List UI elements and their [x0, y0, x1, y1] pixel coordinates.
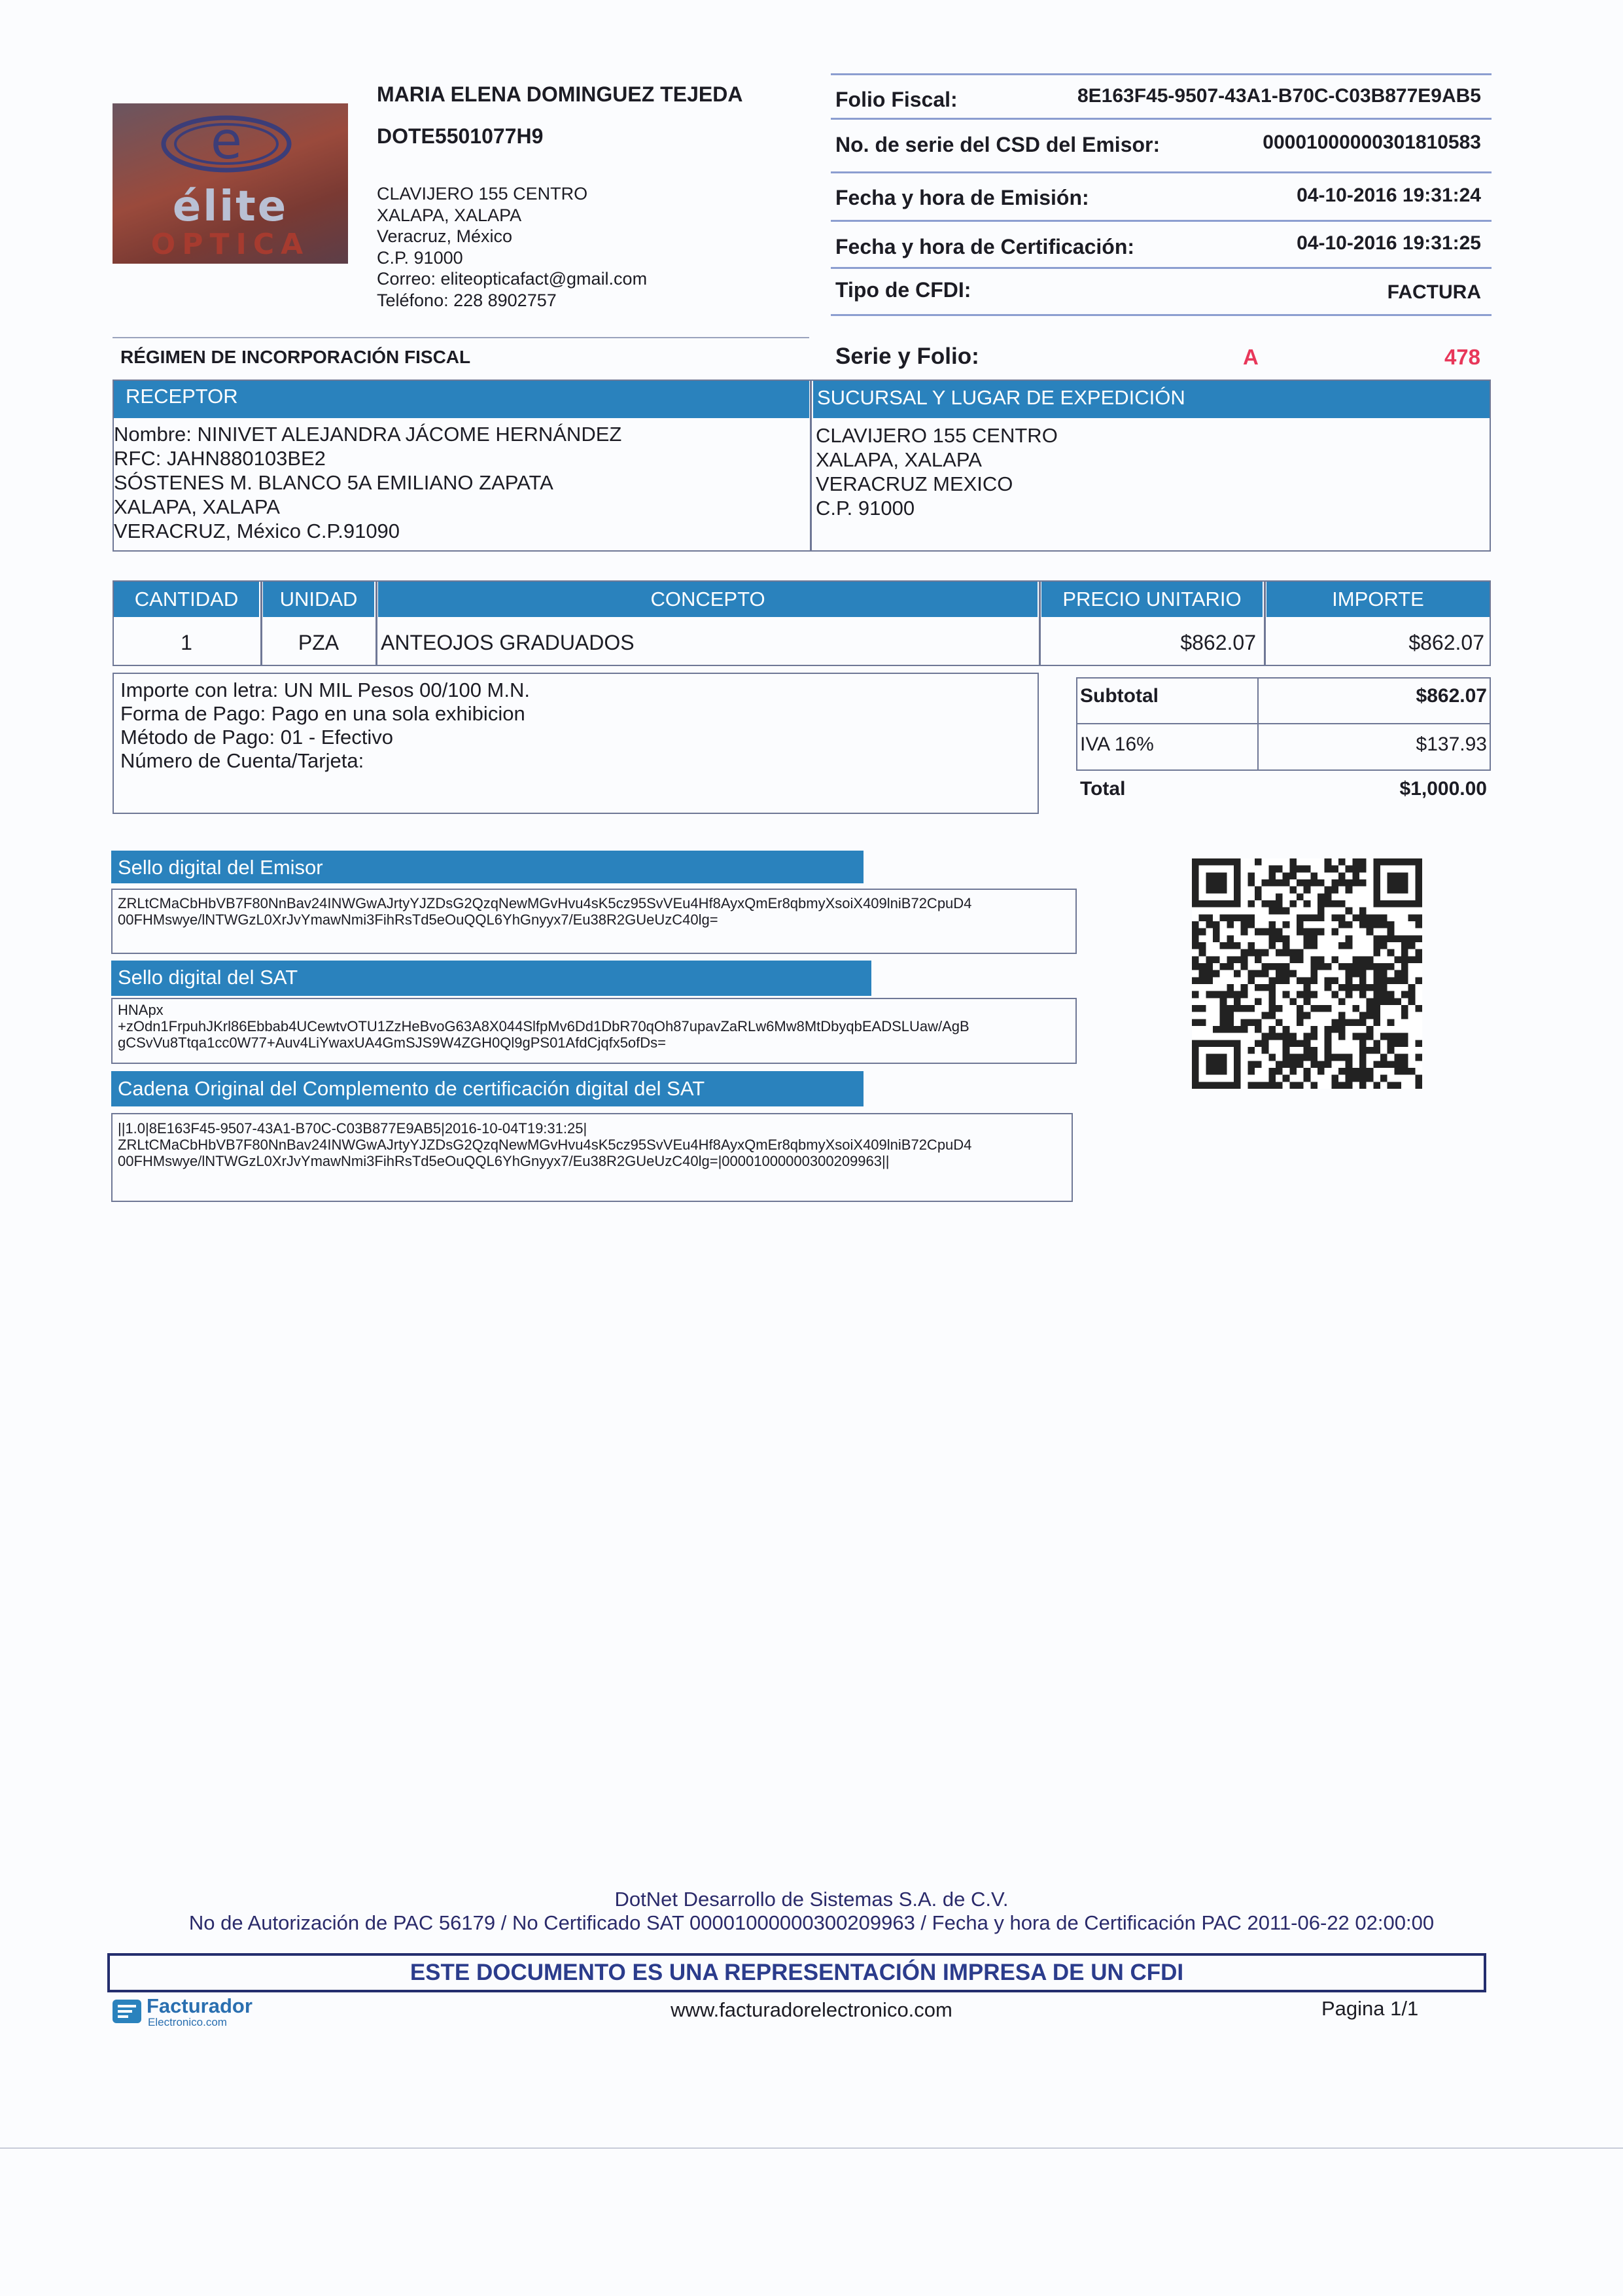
numero-de-cuenta: Número de Cuenta/Tarjeta: — [120, 749, 364, 772]
page-number: Pagina 1/1 — [1321, 1997, 1419, 2020]
divider — [1076, 723, 1491, 724]
divider — [831, 73, 1492, 75]
sucursal-state: VERACRUZ MEXICO — [816, 472, 1013, 495]
total-label: Total — [1080, 778, 1126, 800]
sello-emisor-header: Sello digital del Emisor — [111, 851, 864, 883]
cell-precio-unitario: $862.07 — [1180, 630, 1256, 654]
cadena-line: ||1.0|8E163F45-9507-43A1-B70C-C03B877E9AB5|2016-10-04T19:31:25| — [118, 1120, 587, 1137]
forma-de-pago: Forma de Pago: Pago en una sola exhibicion — [120, 702, 525, 725]
cadena-line: ZRLtCMaCbHbVB7F80NnBav24INWGwAJrtyYJZDsG2QzqNewMGvHvu4sK5cz95SvVEu4Hf8AyxQmEr8qbmyXsoiX409lniB72CpuD4 — [118, 1137, 972, 1153]
issuer-name: MARIA ELENA DOMINGUEZ TEJEDA — [377, 82, 743, 106]
cadena-line: 00FHMswye/lNTWGzL0XrJvYmawNmi3FihRsTd5eOuQQL6YhGnyyx7/Eu38R2GUeUzC40lg=|00001000000300209963|| — [118, 1153, 890, 1169]
issuer-email: Correo: eliteopticafact@gmail.com — [377, 269, 648, 289]
sucursal-zip: C.P. 91000 — [816, 497, 915, 520]
address-line: XALAPA, XALAPA — [377, 205, 522, 225]
issuer-phone: Teléfono: 228 8902757 — [377, 290, 557, 310]
certificacion-label: Fecha y hora de Certificación: — [835, 235, 1135, 258]
cadena-original-text — [118, 1120, 1066, 1169]
qr-code-icon — [1192, 858, 1422, 1089]
divider — [810, 381, 812, 550]
sucursal-city: XALAPA, XALAPA — [816, 448, 982, 471]
divider — [831, 267, 1492, 269]
cfdi-banner — [107, 1953, 1486, 1992]
receptor-details — [114, 422, 621, 543]
address-line: C.P. 91000 — [377, 247, 463, 268]
sello-sat-header: Sello digital del SAT — [111, 961, 871, 996]
sucursal-header: SUCURSAL Y LUGAR DE EXPEDICIÓN — [813, 381, 1490, 418]
csd-label: No. de serie del CSD del Emisor: — [835, 133, 1161, 156]
column-header-importe: IMPORTE — [1266, 582, 1490, 617]
certificacion-value: 04-10-2016 19:31:25 — [1297, 232, 1481, 254]
issuer-address — [377, 183, 647, 311]
receptor-state: VERACRUZ, México C.P.91090 — [114, 520, 400, 542]
website-link[interactable]: www.facturadorelectronico.com — [671, 1998, 952, 2021]
folio-fiscal-value: 8E163F45-9507-43A1-B70C-C03B877E9AB5 — [1077, 85, 1481, 107]
sucursal-street: CLAVIJERO 155 CENTRO — [816, 424, 1058, 447]
divider — [260, 580, 262, 666]
cadena-original-header: Cadena Original del Complemento de certificación digital del SAT — [111, 1071, 864, 1106]
address-line: CLAVIJERO 155 CENTRO — [377, 184, 588, 203]
column-header-concepto: CONCEPTO — [378, 582, 1038, 617]
divider — [831, 314, 1492, 316]
divider — [831, 171, 1492, 173]
receptor-header: RECEPTOR — [114, 381, 809, 418]
cell-unidad: PZA — [298, 630, 340, 654]
elite-optica-logo — [113, 103, 348, 264]
sello-line: ZRLtCMaCbHbVB7F80NnBav24INWGwAJrtyYJZDsG2QzqNewMGvHvu4sK5cz95SvVEu4Hf8AyxQmEr8qbmyXsoiX409lniB72CpuD4 — [118, 895, 972, 911]
total-value: $1,000.00 — [1399, 778, 1487, 800]
issuer-rfc: DOTE5501077H9 — [377, 124, 544, 148]
subtotal-label: Subtotal — [1080, 685, 1159, 707]
emision-label: Fecha y hora de Emisión: — [835, 186, 1089, 209]
cfdi-banner-text: ESTE DOCUMENTO ES UNA REPRESENTACIÓN IMPRESA DE UN CFDI — [410, 1960, 1184, 1985]
sello-sat-text — [118, 1002, 1073, 1051]
receptor-city: XALAPA, XALAPA — [114, 495, 280, 518]
divider — [1264, 580, 1266, 666]
sello-line: +zOdn1FrpuhJKrl86Ebbab4UCewtvOTU1ZzHeBvoG63A8X044SlfpMv6Dd1DbR70qOh87upavZaRLw6Mw8MtDbyqbEADSLUaw/AgB — [118, 1018, 969, 1034]
receptor-street: SÓSTENES M. BLANCO 5A EMILIANO ZAPATA — [114, 471, 553, 494]
sello-line: gCSvVu8Ttqa1cc0W77+Auv4LiYwaxUA4GmSJS9W4ZGH0Ql9gPS01AfdCjqfx5ofDs= — [118, 1034, 667, 1051]
regimen-fiscal: RÉGIMEN DE INCORPORACIÓN FISCAL — [120, 347, 471, 367]
facturador-brand-sub: Electronico.com — [148, 2016, 227, 2028]
cell-cantidad: 1 — [181, 630, 192, 654]
subtotal-value: $862.07 — [1416, 685, 1487, 707]
receptor-rfc: RFC: JAHN880103BE2 — [114, 447, 326, 470]
column-header-cantidad: CANTIDAD — [114, 582, 259, 617]
cell-importe: $862.07 — [1408, 630, 1484, 654]
sello-line: HNApx — [118, 1002, 164, 1018]
csd-value: 00001000000301810583 — [1263, 132, 1481, 153]
page-edge-line — [0, 2147, 1623, 2149]
divider — [831, 220, 1492, 222]
pac-company: DotNet Desarrollo de Sistemas S.A. de C.V. — [614, 1888, 1009, 1911]
iva-value: $137.93 — [1416, 733, 1487, 755]
logo-emblem-icon — [161, 113, 292, 175]
emision-value: 04-10-2016 19:31:24 — [1297, 185, 1481, 206]
divider — [113, 337, 809, 338]
cell-concepto: ANTEOJOS GRADUADOS — [381, 630, 635, 654]
column-header-precio-unitario: PRECIO UNITARIO — [1041, 582, 1263, 617]
iva-label: IVA 16% — [1080, 733, 1154, 755]
sello-line: 00FHMswye/lNTWGzL0XrJvYmawNmi3FihRsTd5eOuQQL6YhGnyyx7/Eu38R2GUeUzC40lg= — [118, 911, 718, 928]
serie-value: A — [1243, 345, 1259, 369]
address-line: Veracruz, México — [377, 226, 513, 246]
tipo-cfdi-label: Tipo de CFDI: — [835, 278, 971, 302]
sucursal-details — [816, 423, 1058, 520]
folio-value: 478 — [1444, 345, 1480, 369]
divider — [831, 118, 1492, 120]
facturador-brand: Facturador — [147, 1994, 253, 2017]
column-header-unidad: UNIDAD — [263, 582, 374, 617]
pac-info: No de Autorización de PAC 56179 / No Certificado SAT 00001000000300209963 / Fecha y hora de Certificación PAC 2011-06-22 02:00:00 — [188, 1911, 1435, 1934]
divider — [1039, 580, 1041, 666]
logo-word-optica: OPTICA — [150, 228, 310, 261]
metodo-de-pago: Método de Pago: 01 - Efectivo — [120, 726, 394, 749]
svg-text:e: e — [211, 113, 242, 171]
folio-fiscal-label: Folio Fiscal: — [835, 88, 958, 111]
receptor-name: Nombre: NINIVET ALEJANDRA JÁCOME HERNÁNDEZ — [114, 423, 622, 446]
sello-emisor-text — [118, 895, 1073, 928]
tipo-cfdi-value: FACTURA — [1387, 281, 1481, 303]
logo-word-elite: élite — [172, 183, 288, 231]
serie-folio-label: Serie y Folio: — [835, 344, 979, 369]
divider — [375, 580, 377, 666]
importe-con-letra: Importe con letra: UN MIL Pesos 00/100 M.N. — [120, 679, 530, 701]
